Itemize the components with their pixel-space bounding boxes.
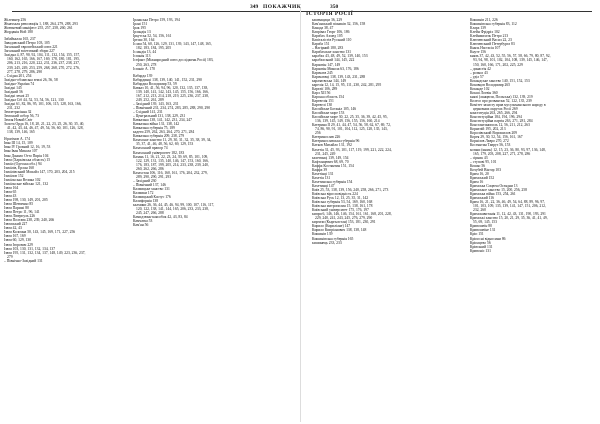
index-entry: Ізюм Парижі 80 bbox=[4, 206, 29, 211]
index-entry: Золота Орда 16, 18, 20, 21, 22, 23, 25, 26, 30, 35, 40, 41, 42, 43, 44, 46, 47, 49, 54, 56, 60, 101, 126, 128, 138, 139, 146, 165 bbox=[4, 122, 85, 135]
index-entry: – розкол 43 bbox=[470, 70, 488, 75]
index-entry: Карачаєв 245 bbox=[312, 70, 333, 75]
index-entry: – Північний 137, 146 bbox=[133, 182, 166, 187]
index-entry: Західні землі 25 bbox=[4, 93, 30, 98]
right-page-number: 350 bbox=[330, 4, 339, 10]
index-entry: Кримська Соцюча Оглядни 13 bbox=[470, 183, 518, 188]
left-page-number: 349 bbox=[250, 4, 259, 10]
index-entry: Істфакт (Міжнародний союз досліджень Росії) 183, 250, 263, 278 bbox=[133, 58, 214, 67]
index-entry: Кошко 56 bbox=[470, 163, 486, 168]
index-entry: карабахський 144, 145, 222 bbox=[312, 58, 355, 63]
index-entry: Кримскавитанія 11, 12, 42, 43, 131, 190, 193, 291 bbox=[470, 212, 546, 217]
index-entry: Князь Настасія 107 bbox=[470, 46, 501, 51]
index-entry: Катеринослав 226 bbox=[312, 135, 341, 140]
index-entry: Західно-Україна 74 bbox=[4, 81, 35, 86]
index-entry: Коковцов Володимир 265 bbox=[470, 82, 511, 87]
index-entry: Кочубей Віктор 103 bbox=[470, 167, 501, 172]
index-entry: Ізмаїльське військо 121, 132 bbox=[4, 181, 49, 186]
index-entry: Конституційна 184, 194, 196, 294 bbox=[470, 115, 522, 120]
index-entry: Картвелі 130 bbox=[312, 102, 333, 107]
index-entry: Картвелія 151 bbox=[312, 98, 334, 103]
index-entry: Ісландія 13, 44 bbox=[133, 50, 157, 55]
index-entry: Кабардинці 138, 139, 140, 141, 152, 231, 290 bbox=[133, 77, 202, 82]
index-entry: Кавказька губернія 75, 189 bbox=[133, 126, 175, 131]
index-entry: Казахстан 106, 116, 160, 161, 176, 204, 232, 279, 289, 290, 290, 291, 293 bbox=[133, 170, 208, 179]
index-entry: карачаєвська 144, 149 bbox=[312, 78, 347, 83]
index-entry: – Північний 231, 234, 274, 283, 285, 288, 290, 290 bbox=[133, 105, 211, 110]
index-entry: Іспаніє А. 170 bbox=[133, 66, 156, 71]
index-entry: Канада 38, 47 bbox=[312, 26, 334, 31]
index-entry: Ізюм Ліверпуль 226 bbox=[4, 214, 36, 219]
index-entry: Кахетинці 147 bbox=[312, 183, 335, 188]
index-entry: Ізюмський 227 bbox=[4, 222, 28, 227]
index-entry: Кишинівська губернія 83, 112 bbox=[470, 22, 517, 27]
index-entry: кипри 6, 146, 146, 146, 154, 161, 161, 168, 201, 228, 229, 240, 241, 243, 245, 276, 279, 290 bbox=[312, 212, 392, 221]
index-entry: Ізюм 42, 43 bbox=[4, 226, 22, 231]
index-entry: карелія 12, 14, 15, 95, 111, 230, 242, 281, 295 bbox=[312, 82, 382, 87]
index-entry: Карамзін 147, 149 bbox=[312, 62, 341, 67]
index-entry: Калмицьке ханство 131 bbox=[133, 186, 170, 191]
index-entry: Клейнмихель Петро 213 bbox=[470, 34, 509, 39]
index-entry: Кабардиа Володимир 53, 59 bbox=[133, 81, 177, 86]
index-entry: Кавказька 138, 141, 142, 231, 234, 247 bbox=[133, 118, 192, 123]
index-entry: Завадовський Петро 103, 105 bbox=[4, 41, 50, 46]
index-entry: – сірник 43 bbox=[470, 155, 488, 160]
index-entry: – Східна 201, 254 bbox=[4, 73, 32, 78]
index-entry: князь 37, 42, 43, 52, 55, 56, 57, 58, 66, 79, 80, 87, 92, 93, 94, 98, 101, 102, 104, 108, 139, 145, 146, 147, 150, 160, 166, 171, 202, 225, 229 bbox=[470, 54, 551, 67]
index-column-3 bbox=[312, 18, 394, 245]
index-entry: Загальний європейський союз 221 bbox=[4, 45, 58, 50]
index-entry: Кахетія 131 bbox=[312, 175, 331, 180]
index-entry: Крівський 131 bbox=[470, 244, 493, 249]
index-entry: калмики 26, 36, 44, 45, 46, 94, 99, 100, 107, 116, 117, 120, 122, 138, 141, 144, 165, 206, 233, 233, 238, 245, 247, 266, 288 bbox=[133, 203, 215, 216]
index-entry: Ізюм Коломна 50, 143, 145, 169, 171, 227, 256 bbox=[4, 230, 76, 235]
index-entry: Ізюм 164 bbox=[4, 185, 19, 190]
index-entry: Іван Данило Отто Пирія 104 bbox=[4, 153, 49, 158]
index-entry: Комітет захисту прав мусульманського народу в церковних округах Росії 269 bbox=[470, 102, 546, 112]
index-entry: Кріпосні відносини 86 bbox=[470, 236, 506, 241]
index-entry: Жілемнер 256 bbox=[4, 18, 27, 22]
index-entry: Західна 4, 87, 90, 92, 104, 111, 132, 154, 155, 157, 160, 162, 165, 166, 167, 169, 178, 180, 181, 195, 206, 213, 216, 220, 222, 231, 236, 237, 238, 237, 239, 245, 249, 253, 259, 268, 268, 270, 272, 276, 277, 278, 279, 286, 290 bbox=[4, 53, 81, 74]
index-entry: Київ 25, 53, 138, 139, 156, 240, 258, 266, 271, 273 bbox=[312, 187, 389, 192]
index-entry: Київська митрополия 15, 138, 161, 178 bbox=[312, 204, 373, 209]
index-entry: Калифорнія 138 bbox=[133, 199, 159, 204]
index-entry: Кримський 152 bbox=[470, 175, 495, 180]
index-entry: Київський університет 175, 176, 197 bbox=[312, 208, 369, 213]
index-entry: Київська віросповідність 224 bbox=[312, 192, 358, 197]
index-entry: Кам'янський пісників 32, 156, 158 bbox=[312, 22, 366, 27]
index-entry: Карл XII 56 bbox=[312, 90, 331, 95]
index-entry: Земля Новий Світ bbox=[4, 118, 33, 123]
index-entry: – династія 42 bbox=[470, 66, 491, 71]
index-entry: Ізюм 43 bbox=[4, 193, 17, 198]
index-entry: Кріп 151 bbox=[470, 232, 484, 237]
index-entry: Жорданія Ной 180 bbox=[4, 30, 33, 35]
index-entry: Кавказька губернія 209, 238, 279 bbox=[133, 134, 185, 139]
index-entry: Іраньська Петро 159, 193, 194 bbox=[133, 18, 180, 22]
index-entry: Ірані 151 bbox=[133, 22, 148, 27]
index-entry: князі (ланцюзи, Польська) 132, 139, 219 bbox=[470, 94, 533, 99]
index-entry: Казахський університет 182, 183 bbox=[133, 150, 185, 155]
index-entry: Конституційна партія 263, 271, 281, 284 bbox=[470, 119, 533, 124]
index-entry: Ізюм 198, 130, 149, 201, 205 bbox=[4, 198, 48, 203]
index-entry: Ізюм (Харківська область) 15 bbox=[4, 157, 51, 162]
index-entry: Ізмаїл (Одеська обл.) 94 bbox=[4, 161, 42, 166]
index-entry: – Північно-Західний 131 bbox=[4, 258, 43, 263]
index-entry: Кам'ян 56 bbox=[133, 223, 149, 228]
index-entry: Ізмаїльська Велика 102 bbox=[4, 177, 41, 182]
index-entry: Кримська війна 153, 254, 261 bbox=[470, 192, 516, 197]
index-entry: Земський собор 56, 73 bbox=[4, 114, 39, 119]
index-entry: Казахське ханство 11, 29, 30, 31, 32, 35, 38, 39, 34, 35, 37, 41, 46, 48, 56, 62, 69, 129, 153 bbox=[133, 138, 212, 147]
index-entry: Кишинів 139 bbox=[312, 232, 333, 237]
index-entry: Західний 56 bbox=[4, 89, 23, 94]
index-entry: Карабахське ханство 131 bbox=[312, 50, 352, 55]
index-entry: Казахський прапор 74 bbox=[133, 146, 168, 151]
index-entry: – Західний 139, 143, 163, 231 bbox=[133, 101, 179, 106]
index-entry: Кнуте 156 bbox=[470, 50, 486, 55]
index-entry: Константинополь 12, 56, 211, 212, 263 bbox=[470, 123, 530, 128]
index-entry: Ізюм 60, 129, 130 bbox=[4, 238, 32, 243]
index-entry: Іван ІІІ 14, 15, 109 bbox=[4, 141, 33, 146]
index-entry: Кокші Логвін 360 bbox=[470, 90, 498, 95]
index-entry: Клейн Фрідріх 102 bbox=[470, 30, 500, 35]
index-entry: Ключевський Васил 22, 23 bbox=[470, 38, 512, 43]
index-entry: Кирило Кипріанович 138, 138, 148 bbox=[312, 228, 367, 233]
index-entry: Кахетія 31, 45, 93, 101, 117, 119, 199, 221, 222, 224, 231, 245, 249 bbox=[312, 147, 392, 156]
index-entry: Загальний всіетичний збори 227 bbox=[4, 49, 55, 54]
index-entry: Жмачхаля революціїя 1, 188, 264, 279, 288, 293 bbox=[4, 22, 78, 27]
page-gutter bbox=[300, 8, 301, 422]
index-entry: Катков Михайло 131, 192 bbox=[312, 143, 352, 148]
index-entry: Крим 16, 21, 22, 36, 46, 49, 54, 64, 88, 89, 96, 97, 101, 103, 109, 135, 139, 141, 147, 151, 206, 212, 232, 260 bbox=[470, 200, 546, 213]
index-entry: Ібрагімов А. 174 bbox=[4, 137, 30, 142]
index-entry: Іван Іван Микола 107 bbox=[4, 149, 38, 154]
index-entry: Каффа 39 bbox=[312, 167, 328, 172]
index-entry: Караба 151 bbox=[312, 42, 330, 47]
index-entry: Казань 11, 16, 21, 22, 23, 24, 39, 69, 85, 101, 109, 122, 129, 131, 135, 140, 146, 147, 153, 160, 166, 176, 183, 187, 199, 205, 214, 233, 238, 239, 240, 260, 262, 266, 286 bbox=[133, 154, 209, 171]
index-entry: – ступові 95, 101 bbox=[470, 159, 497, 164]
index-entry: Каспійське Ботаніл 105, 146 bbox=[312, 107, 357, 112]
index-entry: – уділ 57 bbox=[470, 74, 484, 79]
index-entry: Кривошеїн 80 bbox=[470, 224, 492, 229]
index-entry: Кримськое ханство 15, 200, 256, 258 bbox=[470, 187, 527, 192]
index-entry: Ізюм 195, 131, 132, 134, 137, 148, 149, 223, 236, 237, 279 bbox=[4, 250, 86, 259]
index-entry: Ізмаїлів, Ерлан 160 bbox=[4, 165, 35, 170]
index-entry: Кишинівська губернія 165 bbox=[312, 236, 354, 241]
index-entry: Калмики 172 bbox=[133, 190, 154, 195]
index-entry: Ізюм Ігорович 229 bbox=[4, 242, 33, 247]
index-entry: Київська губернія 53, 54, 169, 160, 168 bbox=[312, 200, 373, 205]
index-entry: Ключевський Петербурга 83 bbox=[470, 42, 515, 47]
index-entry: Західна Сіб 44, 52, 53, 54, 56, 121, 130 bbox=[4, 97, 64, 102]
index-entry: киргизи (Кыргызстан) 153, 181, 230, 291 bbox=[312, 220, 376, 225]
left-header-rule bbox=[12, 11, 300, 12]
left-running-title: ПОКАЖЧИК bbox=[263, 4, 302, 10]
index-entry: Кахетінці 131 bbox=[312, 171, 334, 176]
index-entry: Капіталістів Руський 110 bbox=[312, 38, 352, 43]
index-entry: Крим 16, 20 bbox=[470, 171, 489, 176]
index-entry: Кримські ханство 15, 20, 21, 29, 35, 36, 41, 41, 49, 55, 69, 145, 153 bbox=[470, 216, 548, 225]
index-entry: Кривошеїне 131 bbox=[470, 228, 496, 233]
index-entry: Іркутськ 52, 54, 156, 161 bbox=[133, 34, 172, 39]
index-entry: Ізюм 65 bbox=[4, 189, 17, 194]
index-entry: Кріпацтво 56 bbox=[470, 240, 491, 245]
index-entry: Жовтневий маніфест 255, 257, 258, 260, 261 bbox=[4, 26, 73, 31]
index-entry: – Центральний 131, 138, 229, 231 bbox=[133, 114, 186, 119]
index-entry: Кавказ 10, 41, 56, 94, 96, 120, 132, 135, 137, 138, 139, 140, 141, 142, 143, 145, 155, 156, 166, 166, 167, 212, 213, 214, 218, 219, 225, 236, 237, 238, 249, 252, 261, 289 bbox=[133, 85, 209, 102]
right-header-rule bbox=[300, 11, 592, 12]
index-entry: Корнелій 195, 202, 213 bbox=[470, 127, 506, 132]
index-column-1 bbox=[4, 18, 86, 263]
index-entry: Кафтанцевич 68, 69, 70 bbox=[312, 159, 349, 164]
index-entry: Королівський Ворошилов 209 bbox=[470, 131, 518, 136]
index-entry: Кахетинська губернія 154 bbox=[312, 179, 353, 184]
index-entry: Ізюм Шевченко 85 bbox=[4, 202, 34, 207]
index-entry: Кримський 116 bbox=[470, 196, 494, 201]
index-entry: Київська Русь 12, 13, 25, 35, 31, 142 bbox=[312, 196, 369, 201]
index-entry: Каспійське море 30, 22, 25, 35, 36, 39, 42, 45, 95, 136, 139, 145, 149, 156, 155, 156, 160, 214 bbox=[312, 115, 388, 124]
index-entry: Кабарда 139 bbox=[133, 73, 153, 78]
index-entry: Камидзюнь-каясобок 42, 43, 83, 84 bbox=[133, 215, 188, 220]
index-entry: Клара 139 bbox=[470, 26, 486, 31]
index-entry: Землетрясіння 32 bbox=[4, 110, 32, 115]
index-entry: Кривоніс 131 bbox=[470, 248, 491, 253]
index-entry: Забайкалля 165, 237 bbox=[4, 37, 36, 42]
index-entry: Карамзін Микола 63, 176, 186 bbox=[312, 66, 359, 71]
index-entry: – Нагірний 180, 283 bbox=[312, 46, 344, 51]
index-entry: Кавказька війна 131, 138, 142 bbox=[133, 122, 180, 127]
index-entry: Кишинів 211, 226 bbox=[470, 18, 498, 22]
index-entry: Катеринославська губернія 96 bbox=[312, 139, 360, 144]
index-entry: каменщици 36, 229 bbox=[312, 18, 343, 22]
index-entry: Катерина II 29, 41, 44, 47, 54, 56, 58, 62, 67, 69, 72, 74, 86, 90, 91, 101, 104, 112, 125, 128, 135, 143, 256 bbox=[312, 123, 391, 136]
index-entry: Західно-облавська землі 26, 56, 58 bbox=[4, 77, 58, 82]
index-entry: Карелії 106, 289 bbox=[312, 86, 338, 91]
index-entry: Камчатка 53 bbox=[133, 219, 153, 224]
index-entry: Ізмаїлов 152 bbox=[4, 173, 24, 178]
index-entry: Карська область 154 bbox=[312, 94, 344, 99]
index-entry: Корея 29, 30, 52, 54, 156, 161, 167 bbox=[470, 135, 523, 140]
index-entry: Карачаєвці 138, 139, 143, 231, 288 bbox=[312, 74, 366, 79]
index-entry: Ізюм 167, 169 bbox=[4, 234, 26, 239]
index-entry: Коканде 102 bbox=[470, 86, 490, 91]
index-entry: Крим 16 bbox=[470, 179, 484, 184]
index-entry: Ізюм Петро 11, 96, 141 bbox=[4, 210, 40, 215]
index-entry: Карабах Ахмед 105 bbox=[312, 34, 343, 39]
index-entry: Ізюм 103, 130, 131, 132, 134, 137 bbox=[4, 246, 56, 251]
index-entry: Кокандське ханство 140, 151, 152, 153 bbox=[470, 78, 530, 83]
index-entry: Ізмаїлівський Михайл 147, 170, 203, 204, 215 bbox=[4, 169, 75, 174]
index-entry: конституція 263, 265, 266, 294 bbox=[470, 111, 518, 116]
index-entry: Капрівал Георг 106, 186 bbox=[312, 30, 350, 35]
index-entry: Каспійське море 153 bbox=[312, 111, 345, 116]
index-entry: Іван IV Грозний 12, 16, 19, 53 bbox=[4, 145, 51, 150]
index-entry: Іртиш 30, 164 bbox=[133, 38, 155, 43]
index-entry: кишинець 233, 233 bbox=[312, 240, 342, 245]
index-entry: Кирило (Кириліане) 147 bbox=[312, 224, 351, 229]
index-entry: Західні 145 bbox=[4, 85, 22, 90]
right-running-title: ІСТОРІЯ РОСІЇ bbox=[306, 11, 354, 17]
index-entry: козаки (князь) 12, 15, 23, 36, 80, 93, 97, 136, 148, 165, 179, 203, 208, 227, 271, 278, 286 bbox=[470, 147, 546, 156]
index-entry: Колесо про розвантаж 52, 122, 135, 239 bbox=[470, 98, 532, 103]
index-entry: Іслам 54, 60, 126, 129, 131, 139, 143, 147, 148, 165, 182, 183, 184, 195, 205 bbox=[133, 42, 212, 51]
index-entry: кадети 259, 262, 263, 264, 270, 271, 284 bbox=[133, 130, 195, 135]
index-column-2 bbox=[133, 18, 215, 227]
index-column-4 bbox=[470, 18, 552, 253]
index-entry: – Східний 141, 231 bbox=[133, 110, 163, 115]
index-entry: карабах 43, 48, 49, 52, 139, 140, 153 bbox=[312, 54, 368, 59]
index-entry: Корнілов Лавро 270, 272 bbox=[470, 139, 509, 144]
index-entry: кахетинці 139, 149, 154 bbox=[312, 155, 349, 160]
index-entry: Костянтин Таврує 56, 153 bbox=[470, 143, 511, 148]
index-entry: Ізюм Полтава 238, 239, 240, 266 bbox=[4, 218, 55, 223]
index-entry: Ірак 195 bbox=[133, 26, 146, 31]
index-entry: Калмицький Кастус 176 bbox=[133, 195, 171, 200]
index-entry: – Західний 230 bbox=[133, 178, 157, 183]
index-entry: Каффа Костянтин 151, 154 bbox=[312, 163, 354, 168]
index-entry: Іспанія 113 bbox=[133, 54, 151, 59]
index-entry: Західні 61, 82, 86, 95, 101, 106, 115, 128, 163, 166, 231, 232 bbox=[4, 101, 82, 110]
index-entry: Ірландія 13 bbox=[133, 30, 151, 35]
